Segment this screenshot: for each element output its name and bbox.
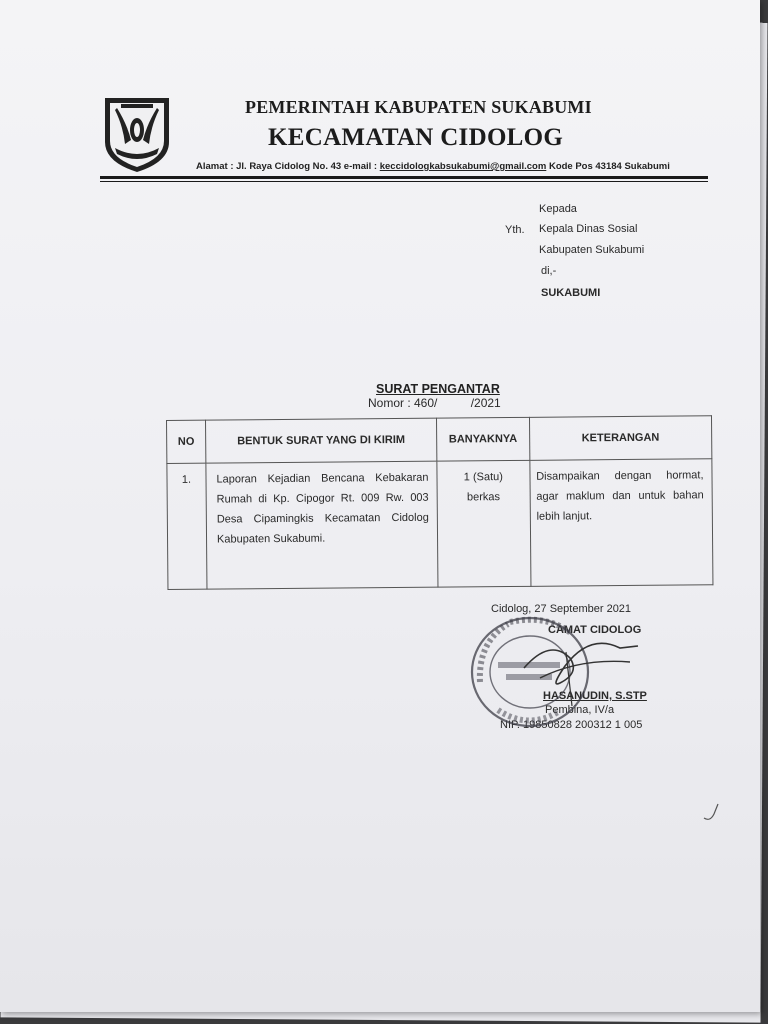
signature-nip: NIP. 19850828 200312 1 005 xyxy=(500,719,643,731)
email-link: keccidologkabsukabumi@gmail.com xyxy=(379,161,547,172)
pencil-mark-icon xyxy=(700,800,724,824)
handwritten-signature-icon xyxy=(520,628,640,708)
letterhead-district: KECAMATAN CIDOLOG xyxy=(268,124,564,151)
table-row xyxy=(167,459,713,590)
recipient-line2: Kabupaten Sukabumi xyxy=(539,244,645,256)
regency-emblem-icon xyxy=(103,96,171,174)
header-banyaknya: BANYAKNYA xyxy=(436,417,529,461)
cell-no: 1. xyxy=(167,463,207,589)
header-no: NO xyxy=(167,420,206,463)
document-title: SURAT PENGANTAR xyxy=(376,382,500,396)
cell-banyaknya-unit: berkas xyxy=(466,491,501,504)
letterhead-address xyxy=(196,161,706,172)
recipient-line1: Kepala Dinas Sosial xyxy=(539,223,638,235)
recipient-yth: Yth. xyxy=(505,224,525,236)
letterhead-rule-thick xyxy=(100,176,708,179)
signature-position: CAMAT CIDOLOG xyxy=(548,624,642,636)
address-text: Alamat : Jl. Raya Cidolog No. 43 e-mail : xyxy=(196,161,380,172)
recipient-line3: di,- xyxy=(541,265,557,277)
recipient-city: SUKABUMI xyxy=(541,287,601,299)
table-header-row xyxy=(167,416,712,464)
signature-place-date: Cidolog, 27 September 2021 xyxy=(491,603,632,615)
cell-keterangan: Disampaikan dengan hormat, agar maklum dan untuk bahan lebih lanjut. xyxy=(530,459,713,587)
letterhead-rule-thin xyxy=(100,181,708,182)
cell-banyaknya xyxy=(437,460,531,587)
document-table xyxy=(166,415,713,590)
cell-banyaknya-qty: 1 (Satu) xyxy=(463,471,503,484)
header-bentuk: BENTUK SURAT YANG DI KIRIM xyxy=(205,418,436,463)
signature-name: HASANUDIN, S.STP xyxy=(543,690,647,702)
signature-rank: Pembina, IV/a xyxy=(545,704,615,716)
document-number: Nomor : 460/ /2021 xyxy=(368,396,501,410)
header-keterangan: KETERANGAN xyxy=(529,416,712,461)
postcode-text: Kode Pos 43184 Sukabumi xyxy=(546,161,670,172)
letterhead-government: PEMERINTAH KABUPATEN SUKABUMI xyxy=(245,97,592,117)
recipient-kepada: Kepada xyxy=(539,203,577,215)
cell-bentuk: Laporan Kejadian Bencana Kebakaran Rumah di Kp. Cipogor Rt. 009 Rw. 003 Desa Cipamingkis Kecamatan Cidolog Kabupaten Sukabumi. xyxy=(206,461,438,589)
